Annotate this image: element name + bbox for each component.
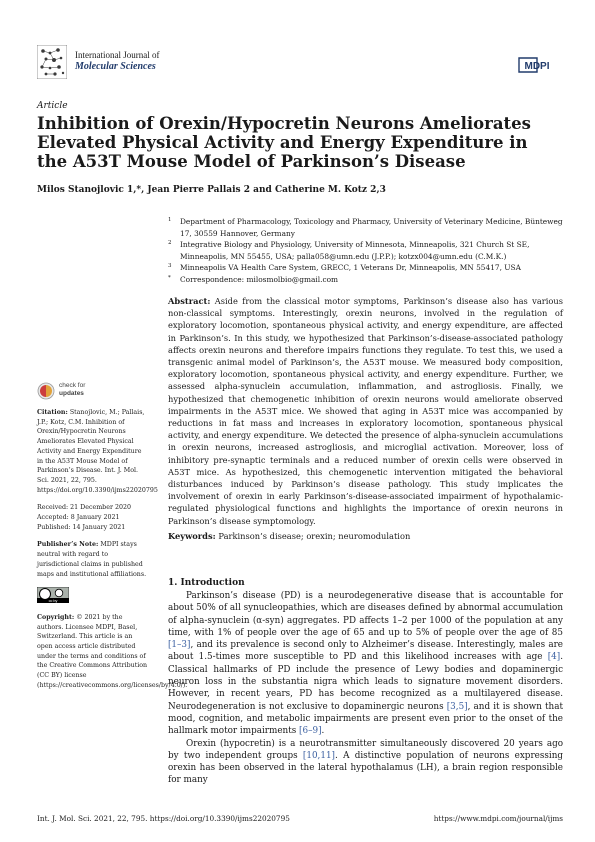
main-body-text xyxy=(168,590,563,787)
accepted-date: Accepted: 8 January 2021 xyxy=(37,514,120,522)
received-date: Received: 21 December 2020 xyxy=(37,504,131,512)
journal-logo-icon xyxy=(37,45,67,79)
affiliation-3: 3 Minneapolis VA Health Care System, GRECC, 1 Veterans Dr, Minneapolis, MN 55417, USA xyxy=(168,263,521,272)
keywords xyxy=(168,531,563,541)
author-list: Milos Stanojlovic 1,*, Jean Pierre Pallais 2 and Catherine M. Kotz 2,3 xyxy=(37,185,386,195)
correspondence: * Correspondence: milosmolbio@gmail.com xyxy=(168,274,339,284)
reference-link[interactable]: [4] xyxy=(547,652,561,663)
section-heading: 1. Introduction xyxy=(168,578,245,588)
cc-by-label: cc by xyxy=(48,599,58,604)
mdpi-logo-icon xyxy=(516,56,558,74)
check-updates-icon xyxy=(37,382,55,400)
body-paragraph: Orexin (hypocretin) is a neurotransmitter simultaneously discovered 20 years ago by two independent groups [10,11]. A distinctive population of neurons expressing orexin has been observed in the lateral hypothalamus (LH), a brain region responsible for many xyxy=(168,738,563,786)
check-for-updates-badge[interactable] xyxy=(37,380,127,410)
page-footer xyxy=(37,814,563,823)
reference-link[interactable]: [3,5] xyxy=(446,701,468,712)
cc-by-license-icon[interactable] xyxy=(37,587,69,603)
affiliation-2: 2 Integrative Biology and Physiology, University of Minnesota, Minneapolis, 321 Church St SE, Minneapolis, MN 55455, USA; palla058@umn.edu (J.P.P.); kotzx004@umn.edu (C.M.K.) xyxy=(168,240,530,261)
dates-block xyxy=(37,503,149,532)
mdpi-logo-text: MDPI xyxy=(524,61,550,72)
keywords-label: Keywords: xyxy=(168,531,216,541)
journal-name-line2: Molecular Sciences xyxy=(75,61,156,72)
check-updates-line1: check for xyxy=(59,382,86,389)
article-type: Article xyxy=(37,101,68,111)
footer-journal-url[interactable]: https://www.mdpi.com/journal/ijms xyxy=(433,814,563,823)
published-date: Published: 14 January 2021 xyxy=(37,523,126,531)
reference-link[interactable]: [10,11] xyxy=(302,750,335,761)
reference-link[interactable]: [1–3] xyxy=(168,640,191,651)
affiliations xyxy=(168,216,563,285)
reference-link[interactable]: [6–9] xyxy=(299,726,322,737)
journal-name xyxy=(75,50,159,72)
abstract xyxy=(168,295,563,527)
check-updates-line2: updates xyxy=(59,390,84,397)
abstract-text: Aside from the classical motor symptoms, Parkinson’s disease also has various non-classical symptoms. Interestingly, orexin neurons, involved in the regulation of exploratory locomotion, spontaneous physical activity, and energy expenditure, are affected in Parkinson’s. In this study, we hypothesized that Parkinson’s-disease-associated pathology affects orexin neurons and therefore impairs functions they regulate. To test this, we used a transgenic animal model of Parkinson’s, the A53T mouse. We measured body composition, exploratory locomotion, spontaneous physical activity, and energy expenditure. Further, we assessed alpha-synuclein accumulation, inflammation, and astrogliosis. Finally, we hypothesized that chemogenetic inhibition of orexin neurons would ameliorate observed impairments in the A53T mice. We showed that aging in A53T mice was accompanied by reductions in fat mass and increases in exploratory locomotion, spontaneous physical activity, and energy expenditure. We detected the presence of alpha-synuclein accumulations in orexin neurons, increased astrogliosis, and microglial activation. Moreover, loss of inhibitory pre-synaptic terminals and a reduced number of orexin cells were observed in A53T mice. As hypothesized, this chemogenetic intervention mitigated the behavioral disturbances induced by Parkinson’s disease pathology. This study implicates the involvement of orexin in early Parkinson’s-disease-associated impairment of hypothalamic-regulated physiological functions and highlights the importance of orexin neurons in Parkinson’s disease symptomology. xyxy=(168,296,563,526)
body-paragraph: Parkinson’s disease (PD) is a neurodegenerative disease that is accountable for about 50% of all synucleopathies, which are diseases defined by abnormal accumulation of alpha-synuclein (α-syn) aggregates. PD affects 1–2 per 1000 of the population at any time, with 1% of people over the age of 65 and up to 5% of people over the age of 85 [1–3], and its prevalence is second only to Alzheimer’s disease. Interestingly, males are about 1.5-times more susceptible to PD and this likelihood increases with age [4]. Classical hallmarks of PD include the presence of Lewy bodies and dopaminergic neuron loss in the substantia nigra which leads to signature movement disorders. However, in recent years, PD has become recognized as a multilayered disease. Neurodegeneration is not exclusive to dopaminergic neurons [3,5], and it is shown that mood, cognition, and metabolic impairments are present even prior to the onset of the hallmark motor impairments [6–9]. xyxy=(168,591,563,737)
footer-citation[interactable]: Int. J. Mol. Sci. 2021, 22, 795. https://doi.org/10.3390/ijms22020795 xyxy=(37,814,290,823)
keywords-text: Parkinson’s disease; orexin; neuromodulation xyxy=(218,531,411,541)
copyright-block: Copyright: © 2021 by the authors. Licensee MDPI, Basel, Switzerland. This article is an open access article distributed under the terms and conditions of the Creative Commons Attribution (CC BY) license (https://creativecommons.org/licenses/by/4.0/). xyxy=(37,613,188,689)
affiliation-1: 1 Department of Pharmacology, Toxicology and Pharmacy, University of Veterinary Medicine, Bünteweg 17, 30559 Hannover, Germany xyxy=(168,217,563,238)
journal-name-line1: International Journal of xyxy=(75,50,160,60)
citation-block: Citation: Stanojlovic, M.; Pallais, J.P.; Kotz, C.M. Inhibition of Orexin/Hypocretin Neurons Ameliorates Elevated Physical Activity and Energy Expenditure in the A53T Mouse Model of Parkinson’s Disease. Int. J. Mol. Sci. 2021, 22, 795. https://doi.org/10.3390/ijms22020795 xyxy=(37,409,158,494)
publisher-note: Publisher’s Note: MDPI stays neutral with regard to jurisdictional claims in published maps and institutional affiliations. xyxy=(37,541,147,578)
abstract-label: Abstract: xyxy=(168,296,211,306)
article-title: Inhibition of Orexin/Hypocretin Neurons Ameliorates Elevated Physical Activity and Energy Expenditure in the A53T Mouse Model of Parkinson’s Disease xyxy=(37,114,531,171)
